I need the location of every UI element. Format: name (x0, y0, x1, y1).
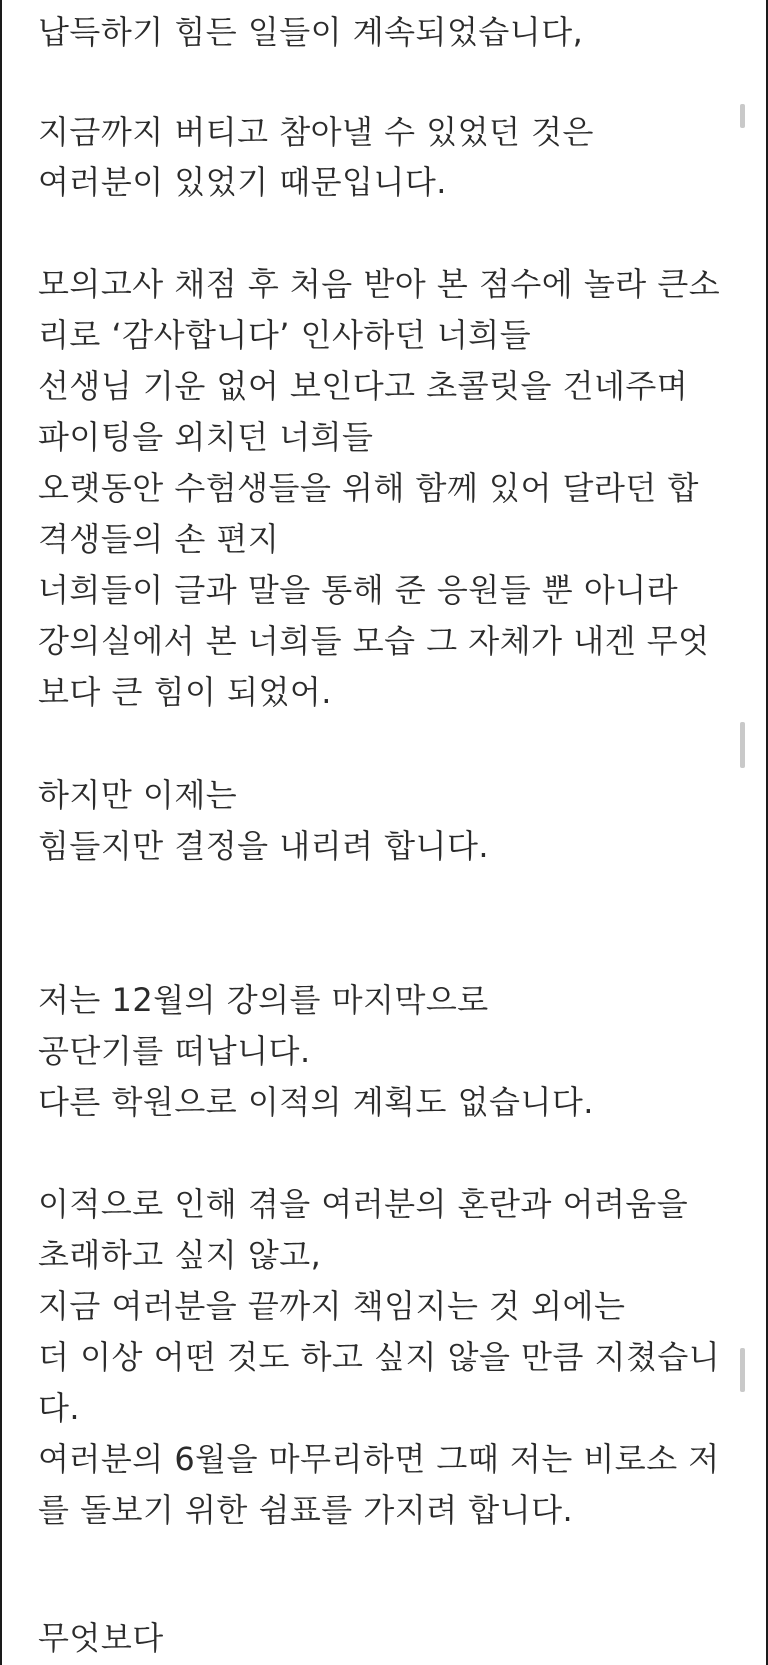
text-line: 오랫동안 수험생들을 위해 함께 있어 달라던 합 (38, 469, 699, 507)
text-line: 더 이상 어떤 것도 하고 싶지 않을 만큼 지쳤습니 (38, 1338, 721, 1376)
text-line: 모의고사 채점 후 처음 받아 본 점수에 놀라 큰소 (38, 265, 721, 303)
text-line: 강의실에서 본 너희들 모습 그 자체가 내겐 무엇 (38, 622, 710, 660)
text-line: 저는 12월의 강의를 마지막으로 (38, 981, 489, 1019)
text-line: 다. (38, 1389, 81, 1427)
text-line: 보다 큰 힘이 되었어. (38, 673, 332, 711)
text-line: 다른 학원으로 이적의 계획도 없습니다. (38, 1083, 594, 1121)
text-line: 여러분이 있었기 때문입니다. (38, 163, 447, 201)
text-line: 지금까지 버티고 참아낼 수 있었던 것은 (38, 113, 594, 151)
text-line: 납득하기 힘든 일들이 계속되었습니다, (38, 13, 584, 51)
text-line: 여러분의 6월을 마무리하면 그때 저는 비로소 저 (38, 1440, 720, 1478)
text-line: 힘들지만 결정을 내리려 합니다. (38, 827, 490, 865)
text-line: 하지만 이제는 (38, 776, 238, 814)
scroll-marker (740, 1348, 745, 1392)
text-line: 파이팅을 외치던 너희들 (38, 418, 374, 456)
scroll-marker (740, 104, 745, 128)
text-line: 이적으로 인해 겪을 여러분의 혼란과 어려움을 (38, 1185, 689, 1223)
text-line: 지금 여러분을 끝까지 책임지는 것 외에는 (38, 1287, 626, 1325)
text-line: 리로 ‘감사합니다’ 인사하던 너희들 (38, 316, 532, 354)
text-line: 공단기를 떠납니다. (38, 1032, 311, 1070)
text-line: 선생님 기운 없어 보인다고 초콜릿을 건네주며 (38, 367, 689, 405)
scroll-marker (740, 722, 745, 768)
text-line: 를 돌보기 위한 쉼표를 가지려 합니다. (38, 1491, 574, 1529)
text-line: 격생들의 손 편지 (38, 520, 280, 558)
text-line: 무엇보다 (38, 1619, 164, 1657)
text-line: 너희들이 글과 말을 통해 준 응원들 뿐 아니라 (38, 571, 679, 609)
text-line: 초래하고 싶지 않고, (38, 1236, 322, 1274)
